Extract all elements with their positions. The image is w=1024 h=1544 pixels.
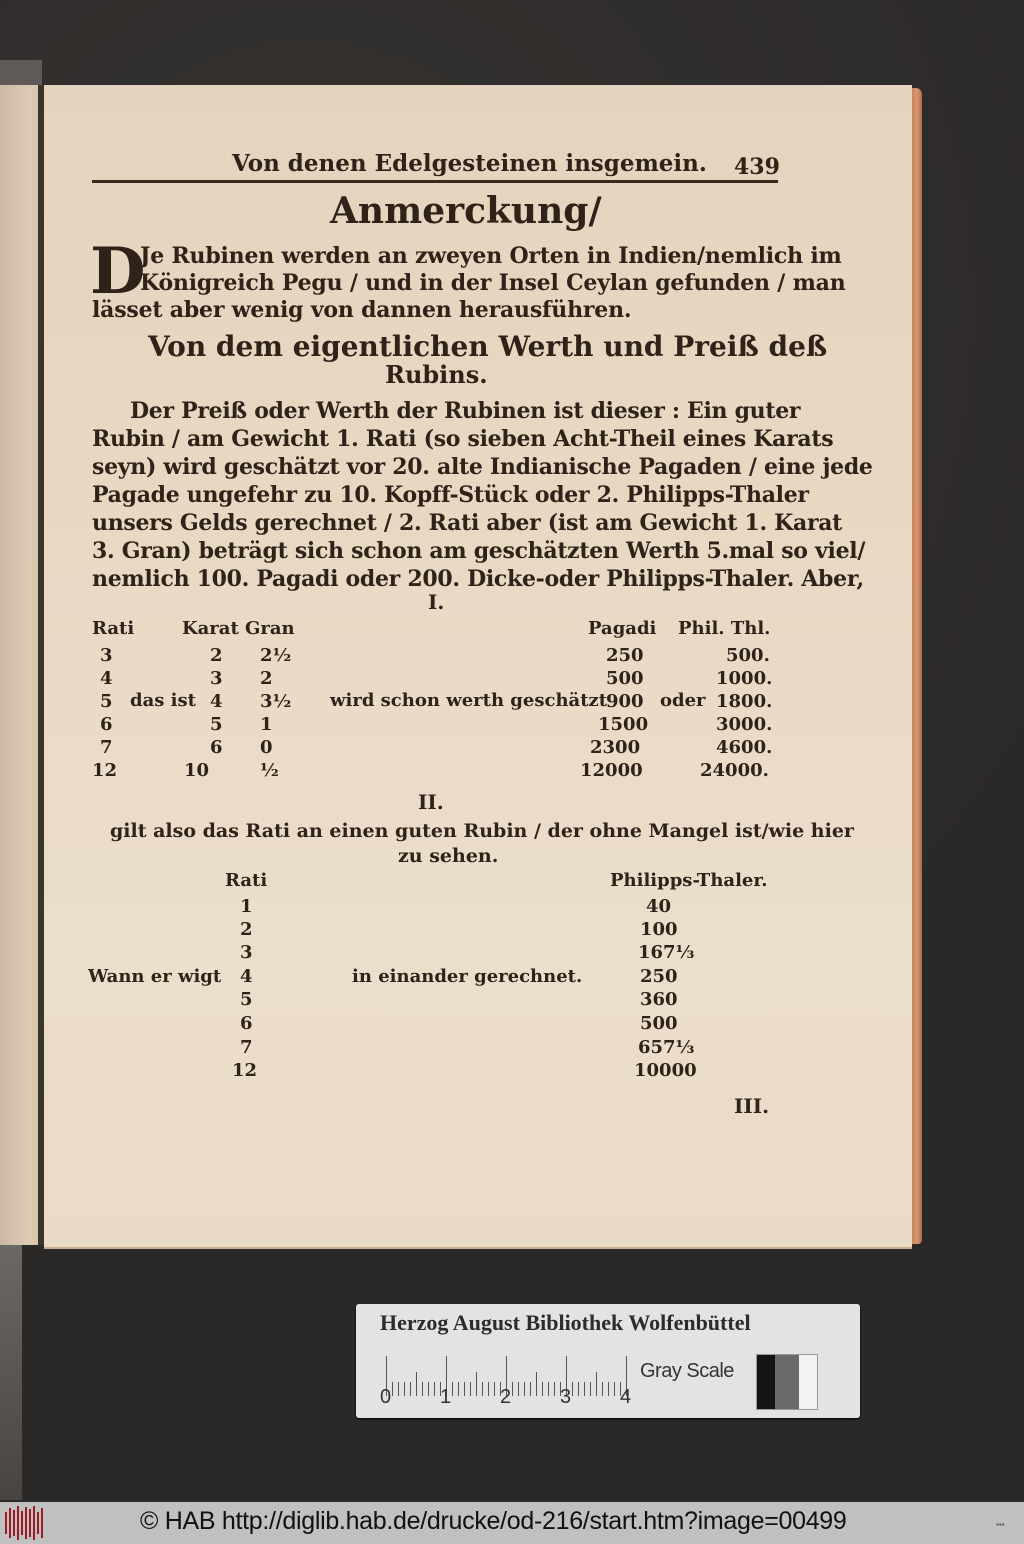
table2-cell-thaler: 40 xyxy=(646,896,672,917)
left-strip xyxy=(0,1245,22,1500)
table1-cell-rati: 7 xyxy=(100,737,113,758)
subheading: Von dem eigentlichen Werth und Preiß deß xyxy=(148,330,828,363)
table1-cell-pagadi: 12000 xyxy=(580,760,643,781)
running-head: Von denen Edelgesteinen insgemein. xyxy=(232,150,707,177)
table2-left-label: Wann er wigt xyxy=(88,966,222,987)
table2-cell-rati: 7 xyxy=(240,1037,253,1058)
table2-cell-thaler: 167⅓ xyxy=(638,942,695,963)
library-name: Herzog August Bibliothek Wolfenbüttel xyxy=(380,1310,751,1335)
table1-cell-pagadi: 900 xyxy=(606,691,644,712)
table1-cell-karat: 6 xyxy=(210,737,223,758)
table2-cell-rati: 1 xyxy=(240,896,253,917)
table2-cell-rati: 2 xyxy=(240,919,253,940)
table1-cell-pagadi: 250 xyxy=(606,645,644,666)
section-title: Anmerckung/ xyxy=(330,190,602,232)
ruler-number: 3 xyxy=(560,1386,572,1408)
table1-cell-karat: 2 xyxy=(210,645,223,666)
table1-cell-phil: 1800. xyxy=(716,691,773,712)
gray-scale-swatch xyxy=(756,1354,818,1410)
table2-cell-thaler: 100 xyxy=(640,919,678,940)
next-section-roman: III. xyxy=(734,1094,770,1118)
table2-cell-thaler: 500 xyxy=(640,1013,678,1034)
table1-cell-rati: 12 xyxy=(92,760,118,781)
body-line: nemlich 100. Pagadi oder 200. Dicke-oder Philipps-Thaler. Aber, xyxy=(92,566,864,592)
body-line: Der Preiß oder Werth der Rubinen ist dieser : Ein guter xyxy=(130,398,801,424)
table1-header-pagadi: Pagadi xyxy=(588,618,657,639)
table1-header-phil: Phil. Thl. xyxy=(678,618,771,639)
table1-das-ist: das ist xyxy=(130,690,196,711)
table1-roman: I. xyxy=(428,590,445,614)
table2-cell-thaler: 360 xyxy=(640,989,678,1010)
table2-cell-thaler: 657⅓ xyxy=(638,1037,695,1058)
table1-cell-rati: 6 xyxy=(100,714,113,735)
table2-intro-line: gilt also das Rati an einen guten Rubin / der ohne Mangel ist/wie hier xyxy=(110,820,854,842)
body-line: Rubin / am Gewicht 1. Rati (so sieben Acht-Theil eines Karats xyxy=(92,426,834,452)
body-line: seyn) wird geschätzt vor 20. alte Indianische Pagaden / eine jede xyxy=(92,454,873,480)
body-line: 3. Gran) beträgt sich schon am geschätzten Werth 5.mal so viel/ xyxy=(92,538,866,564)
page-gutter xyxy=(38,85,44,1245)
table1-cell-karat: 5 xyxy=(210,714,223,735)
table1-cell-rati: 3 xyxy=(100,645,113,666)
intro-line: Königreich Pegu / und in der Insel Ceylan gefunden / man xyxy=(140,270,846,296)
table2-cell-rati: 3 xyxy=(240,942,253,963)
table1-cell-gran: 3½ xyxy=(260,691,292,712)
ruler-number: 1 xyxy=(440,1386,452,1408)
table1-cell-karat: 3 xyxy=(210,668,223,689)
gray-scale-label: Gray Scale xyxy=(640,1360,734,1382)
table2-intro-line: zu sehen. xyxy=(398,845,499,867)
table1-cell-pagadi: 1500 xyxy=(598,714,649,735)
table1-cell-gran: 2½ xyxy=(260,645,292,666)
color-scale-card xyxy=(356,1304,860,1418)
table1-cell-karat: 10 xyxy=(184,760,210,781)
header-rule xyxy=(92,180,778,183)
table2-cell-thaler: 250 xyxy=(640,966,678,987)
table1-cell-gran: 2 xyxy=(260,668,273,689)
table1-cell-phil: 3000. xyxy=(716,714,773,735)
left-facing-page-edge xyxy=(0,85,42,1245)
body-line: Pagade ungefehr zu 10. Kopff-Stück oder 2. Philipps-Thaler xyxy=(92,482,809,508)
intro-line: Je Rubinen werden an zweyen Orten in Indien/nemlich im xyxy=(140,243,842,269)
table1-oder: oder xyxy=(660,690,706,711)
table1-cell-phil: 24000. xyxy=(700,760,769,781)
table2-header-rati: Rati xyxy=(225,870,268,891)
table1-header-karat: Karat xyxy=(182,618,239,639)
hab-logo-icon xyxy=(5,1506,43,1540)
footer-bar xyxy=(0,1502,1024,1544)
table1-cell-phil: 1000. xyxy=(716,668,773,689)
ruler-number: 4 xyxy=(620,1386,632,1408)
table1-cell-gran: 1 xyxy=(260,714,273,735)
copyright-url: © HAB http://diglib.hab.de/drucke/od-216/start.htm?image=00499 xyxy=(140,1507,847,1535)
table1-header-rati: Rati xyxy=(92,618,135,639)
table1-cell-gran: ½ xyxy=(260,760,279,781)
table2-middle-text: in einander gerechnet. xyxy=(352,966,583,987)
table2-cell-rati: 4 xyxy=(240,966,253,987)
table2-cell-thaler: 10000 xyxy=(634,1060,697,1081)
table2-cell-rati: 5 xyxy=(240,989,253,1010)
subheading: Rubins. xyxy=(385,360,488,389)
drop-cap: D xyxy=(90,234,146,309)
ruler-number: 2 xyxy=(500,1386,512,1408)
ruler-number: 0 xyxy=(380,1386,392,1408)
table1-cell-gran: 0 xyxy=(260,737,273,758)
body-line: unsers Gelds gerechnet / 2. Rati aber (ist am Gewicht 1. Karat xyxy=(92,510,843,536)
table2-roman: II. xyxy=(418,790,444,814)
table2-cell-rati: 12 xyxy=(232,1060,258,1081)
table1-cell-karat: 4 xyxy=(210,691,223,712)
page-fore-edge xyxy=(912,88,922,1244)
table1-cell-phil: 500. xyxy=(726,645,770,666)
table1-cell-pagadi: 2300 xyxy=(590,737,641,758)
left-leaf-shadow xyxy=(0,60,42,86)
intro-line: lässet aber wenig von dannen herausführen. xyxy=(92,297,632,323)
table1-middle-text: wird schon werth geschätzt xyxy=(330,690,608,711)
table1-cell-rati: 5 xyxy=(100,691,113,712)
table2-header-thaler: Philipps-Thaler. xyxy=(610,870,768,891)
page-number: 439 xyxy=(734,154,780,180)
table1-cell-rati: 4 xyxy=(100,668,113,689)
table1-cell-phil: 4600. xyxy=(716,737,773,758)
table1-cell-pagadi: 500 xyxy=(606,668,644,689)
table2-cell-rati: 6 xyxy=(240,1013,253,1034)
footer-mark-icon: ▪▪▪ xyxy=(996,1520,1005,1529)
table1-header-gran: Gran xyxy=(245,618,295,639)
